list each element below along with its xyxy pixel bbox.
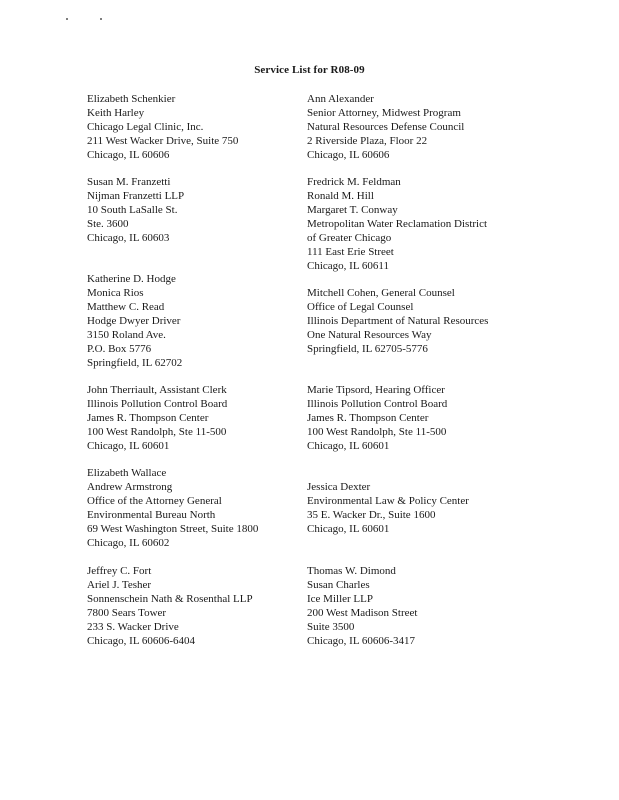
entry-line: Office of Legal Counsel: [307, 301, 414, 313]
entry-line: Matthew C. Read: [87, 301, 165, 313]
entry-line: Jeffrey C. Fort: [87, 565, 152, 577]
entry-line: Illinois Pollution Control Board: [307, 398, 448, 410]
entry-line: Chicago, IL 60606: [307, 149, 390, 161]
entry-line: Office of the Attorney General: [87, 495, 222, 507]
entry-line: Natural Resources Defense Council: [307, 121, 465, 133]
entry-line: Springfield, IL 62705-5776: [307, 343, 428, 355]
entry-line: Fredrick M. Feldman: [307, 176, 401, 188]
entry-line: Ronald M. Hill: [307, 190, 374, 202]
entry-line: Mitchell Cohen, General Counsel: [307, 287, 455, 299]
service-entry: [307, 383, 517, 453]
entry-line: Katherine D. Hodge: [87, 273, 176, 285]
entry-line: 200 West Madison Street: [307, 607, 418, 619]
service-entry: [307, 564, 517, 648]
entry-line: 233 S. Wacker Drive: [87, 621, 179, 633]
entry-line: 2 Riverside Plaza, Floor 22: [307, 135, 428, 147]
entry-line: James R. Thompson Center: [87, 412, 209, 424]
service-entry: [307, 480, 517, 536]
entry-line: Susan Charles: [307, 579, 370, 591]
entry-line: Andrew Armstrong: [87, 481, 173, 493]
entry-line: 35 E. Wacker Dr., Suite 1600: [307, 509, 436, 521]
entry-line: John Therriault, Assistant Clerk: [87, 384, 227, 396]
entry-line: Hodge Dwyer Driver: [87, 315, 181, 327]
entry-line: Chicago, IL 60601: [307, 440, 390, 452]
entry-line: 69 West Washington Street, Suite 1800: [87, 523, 259, 535]
entry-line: Chicago, IL 60603: [87, 232, 170, 244]
entry-line: 100 West Randolph, Ste 11-500: [87, 426, 227, 438]
entry-line: Chicago Legal Clinic, Inc.: [87, 121, 204, 133]
entry-line: Margaret T. Conway: [307, 204, 398, 216]
scan-speck: [100, 18, 102, 20]
service-entry: [307, 175, 517, 273]
entry-line: Suite 3500: [307, 621, 355, 633]
service-entry: [307, 286, 517, 356]
entry-line: One Natural Resources Way: [307, 329, 432, 341]
service-entry: [87, 383, 307, 453]
service-entry: [307, 92, 517, 162]
entry-line: 10 South LaSalle St.: [87, 204, 178, 216]
entry-line: Chicago, IL 60601: [87, 440, 170, 452]
entry-line: Environmental Law & Policy Center: [307, 495, 469, 507]
entry-line: 3150 Roland Ave.: [87, 329, 166, 341]
entry-line: Chicago, IL 60606-3417: [307, 635, 416, 647]
entry-line: Illinois Department of Natural Resources: [307, 315, 489, 327]
service-entry: [87, 564, 307, 648]
entry-line: Elizabeth Wallace: [87, 467, 167, 479]
entry-line: 7800 Sears Tower: [87, 607, 167, 619]
scan-speck: [66, 18, 68, 20]
entry-line: Elizabeth Schenkier: [87, 93, 176, 105]
entry-line: Environmental Bureau North: [87, 509, 216, 521]
entry-line: Chicago, IL 60606: [87, 149, 170, 161]
entry-line: Sonnenschein Nath & Rosenthal LLP: [87, 593, 253, 605]
entry-line: Marie Tipsord, Hearing Officer: [307, 384, 445, 396]
entry-line: Chicago, IL 60601: [307, 523, 390, 535]
entry-line: Metropolitan Water Reclamation District: [307, 218, 488, 230]
entry-line: Senior Attorney, Midwest Program: [307, 107, 461, 119]
entry-line: Monica Rios: [87, 287, 144, 299]
entry-line: Chicago, IL 60606-6404: [87, 635, 196, 647]
entry-line: Nijman Franzetti LLP: [87, 190, 185, 202]
entry-line: 100 West Randolph, Ste 11-500: [307, 426, 447, 438]
entry-line: Susan M. Franzetti: [87, 176, 171, 188]
service-entry: [87, 92, 307, 162]
entry-line: Illinois Pollution Control Board: [87, 398, 228, 410]
service-entry: [87, 272, 307, 370]
entry-line: Chicago, IL 60611: [307, 260, 389, 272]
entry-line: 111 East Erie Street: [307, 246, 394, 258]
service-entry: [87, 466, 307, 550]
entry-line: Chicago, IL 60602: [87, 537, 170, 549]
entry-line: Thomas W. Dimond: [307, 565, 396, 577]
entry-line: Ste. 3600: [87, 218, 129, 230]
entry-line: of Greater Chicago: [307, 232, 392, 244]
entry-line: 211 West Wacker Drive, Suite 750: [87, 135, 239, 147]
entry-line: Jessica Dexter: [307, 481, 371, 493]
entry-line: P.O. Box 5776: [87, 343, 152, 355]
service-entry: [87, 175, 307, 245]
entry-line: Keith Harley: [87, 107, 145, 119]
entry-line: Springfield, IL 62702: [87, 357, 183, 369]
page-title: Service List for R08-09: [254, 64, 365, 76]
entry-line: Ice Miller LLP: [307, 593, 373, 605]
entry-line: Ann Alexander: [307, 93, 374, 105]
entry-line: James R. Thompson Center: [307, 412, 429, 424]
entry-line: Ariel J. Tesher: [87, 579, 152, 591]
